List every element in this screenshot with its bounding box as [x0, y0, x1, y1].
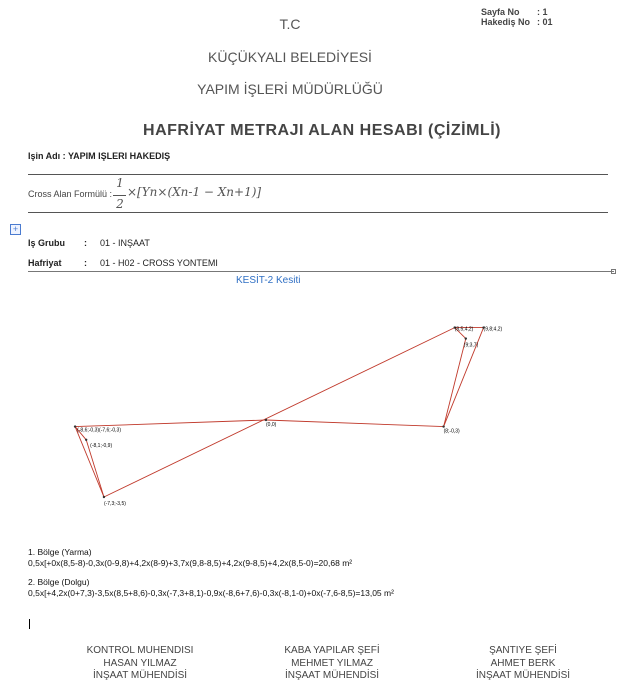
section-point-label: (9;3,7): [463, 342, 479, 349]
formula-expression: ×[Yn×(Xn-1 − Xn+1)]: [127, 185, 262, 199]
section-point-label: (-8,6;-0,3)(-7,6;-0,3): [77, 427, 121, 434]
section-point-label: (9,8;4,2): [483, 326, 503, 333]
formula-bottom-rule: [28, 212, 608, 213]
section-point: [85, 439, 87, 441]
page-title: HAFRİYAT METRAJI ALAN HESABI (ÇİZİMLİ): [143, 122, 501, 139]
section-point-label: (-8,1;-0,9): [90, 442, 113, 449]
hafriyat-sep: :: [84, 258, 87, 268]
hafriyat-value: 01 - H02 - CROSS YONTEMI: [100, 258, 218, 268]
region2-title: 2. Bölge (Dolgu): [28, 577, 90, 587]
signature-site-chief: [433, 645, 613, 683]
fraction-bar: [113, 195, 126, 196]
region1-title: 1. Bölge (Yarma): [28, 547, 92, 557]
text-cursor: [29, 619, 30, 629]
plus-box-icon[interactable]: +: [10, 224, 21, 235]
formula-label: Cross Alan Formülü :: [28, 189, 113, 199]
signature-role: ŞANTIYE ŞEFİ: [489, 645, 557, 656]
section-point-label: (8;-0,3): [443, 428, 460, 435]
section-edge: [266, 420, 444, 427]
section-point: [265, 419, 267, 421]
is-grubu-sep: :: [84, 238, 87, 248]
section-edge: [444, 339, 466, 427]
signature-role: KONTROL MUHENDISI: [86, 645, 194, 656]
section-point-label: (8,5;4,2): [454, 326, 474, 333]
hakedis-no-label: Hakediş No: [481, 17, 531, 27]
formula-denominator: 2: [116, 197, 124, 211]
section-point: [465, 337, 467, 339]
section-point: [74, 425, 76, 427]
section-point: [103, 496, 105, 498]
info-rule: [28, 271, 614, 272]
signature-name: HASAN YILMAZ: [103, 657, 177, 669]
header-line-tc: T.C: [279, 16, 301, 32]
hakedis-no-value: : 01: [537, 17, 553, 27]
is-grubu-value: 01 - INŞAAT: [100, 238, 150, 248]
sayfa-no-value: : 1: [537, 7, 548, 17]
signature-name: MEHMET YILMAZ: [291, 657, 373, 669]
formula-top-rule: [28, 174, 608, 175]
section-edge: [104, 328, 455, 497]
signature-control-engineer: [50, 645, 230, 683]
section-edge: [75, 427, 104, 497]
formula-numerator: 1: [116, 176, 124, 190]
signature-title: İNŞAAT MÜHENDİSİ: [475, 670, 571, 681]
signature-name: AHMET BERK: [490, 657, 556, 669]
cross-section-drawing: [0, 290, 644, 530]
table-corner-handle: [611, 269, 616, 274]
section-point: [442, 425, 444, 427]
signature-role: KABA YAPILAR ŞEFİ: [284, 645, 380, 656]
sayfa-no-label: Sayfa No: [481, 7, 520, 17]
section-point-label: (0,0): [266, 422, 277, 428]
region1-formula: 0,5x[+0x(8,5-8)-0,3x(0-9,8)+4,2x(8-9)+3,7x(9,8-8,5)+4,2x(9-8,5)+4,2x(8,5-0)=20,68 m²: [28, 558, 353, 568]
hafriyat-label: Hafriyat: [28, 258, 62, 268]
signature-rough-works-chief: [242, 645, 422, 683]
header-line-municipality: KÜÇÜKYALI BELEDİYESİ: [208, 49, 372, 65]
section-title: KESİT-2 Kesiti: [236, 275, 301, 286]
header-line-department: YAPIM İŞLERİ MÜDÜRLÜĞÜ: [197, 81, 383, 97]
region2-formula: 0,5x[+4,2x(0+7,3)-3,5x(8,5+8,6)-0,3x(-7,3+8,1)-0,9x(-8,6+7,6)-0,3x(-8,1-0)+0x(-7,6-8,5)=13,05 m²: [28, 588, 394, 598]
section-edge: [75, 420, 266, 427]
section-point-label: (-7,3;-3,5): [103, 501, 126, 507]
job-name: Işin Adı : YAPIM IŞLERI HAKEDIŞ: [28, 151, 171, 161]
is-grubu-label: Iş Grubu: [28, 238, 66, 248]
signature-title: İNŞAAT MÜHENDİSİ: [284, 670, 380, 681]
signature-title: İNŞAAT MÜHENDİSİ: [92, 670, 188, 681]
